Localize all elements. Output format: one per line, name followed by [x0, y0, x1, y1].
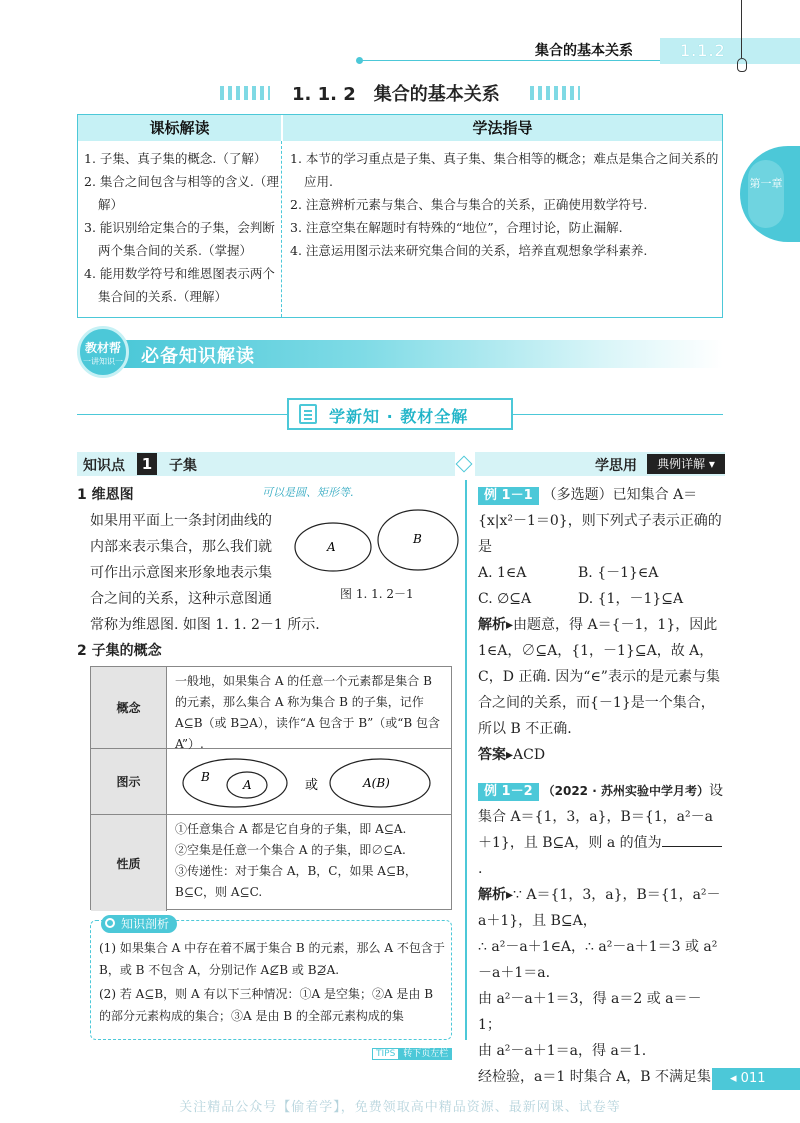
header-rule — [360, 60, 660, 61]
running-header — [360, 38, 800, 62]
list-item: 3. 能识别给定集合的子集，会判断两个集合间的关系.（掌握） — [84, 220, 275, 258]
option-c: C. ∅⊆A — [478, 591, 532, 607]
answer-text: ACD — [513, 747, 546, 763]
option-a: A. 1∈A — [478, 565, 527, 581]
analysis-line: (2) 若 A⊆B，则 A 有以下三种情况：①A 是空集；②A 是由 B 的部分元素构成的集合；③A 是由 B 的全部元素构成的集 — [99, 987, 434, 1023]
tips-marker — [372, 1046, 452, 1059]
study-header-title: 学新知 · 教材全解 — [329, 407, 469, 426]
page-number-text: 011 — [740, 1071, 766, 1086]
page-number — [712, 1068, 800, 1090]
handwritten-note: 可以是圆、矩形等. — [262, 486, 354, 499]
example-source: （2022 · 苏州实验中学月考） — [542, 784, 709, 798]
analysis-tag: 知识剖析 — [101, 915, 177, 933]
study-header — [287, 398, 513, 430]
example-tag: 例 1－2 — [478, 783, 539, 801]
solution-line: 由 a²－a＋1＝3，得 a＝2 或 a＝－1； — [478, 991, 702, 1033]
practice-header-bar — [475, 452, 725, 476]
standards-left-header: 课标解读 — [78, 115, 281, 141]
text-line: 合之间的关系，这种示意图通 — [90, 591, 272, 607]
section-title-block — [220, 80, 580, 106]
knowledge-point-bar — [77, 452, 455, 476]
solution-label: 解析 — [478, 617, 506, 633]
answer-label: 答案 — [478, 747, 506, 763]
property-values — [175, 819, 447, 903]
stripe-decoration-left — [220, 86, 270, 100]
diagram-label-ab: A(B) — [363, 776, 390, 790]
solution-label: 解析 — [478, 887, 506, 903]
property-item: ③传递性：对于集合 A，B，C，如果 A⊆B，B⊆C，则 A⊆C. — [175, 864, 417, 899]
option-d: D. {1，－1}⊆A — [578, 591, 684, 607]
option-row — [478, 586, 723, 612]
section-title: 1. 1. 2 集合的基本关系 — [292, 84, 500, 105]
knowledge-point-number: 1 — [137, 453, 157, 475]
banner-bar — [123, 340, 723, 368]
tips-continue: 转下页左栏 — [399, 1048, 452, 1060]
text-line: 如果用平面上一条封闭曲线的 — [90, 513, 272, 529]
option-row — [478, 560, 723, 586]
concept-key: 概念 — [91, 667, 167, 748]
example-1-2-stem — [478, 778, 723, 882]
footer-watermark: 关注精品公众号【偷着学】，免费领取高中精品资源、最新网课、试卷等 — [179, 1100, 621, 1115]
list-item: 4. 注意运用图示法来研究集合间的关系，培养直观想象学科素养. — [290, 243, 648, 258]
knowledge-analysis-box — [90, 917, 452, 1040]
example-stem-text: 设集合 A＝{1，3，a}，B＝{1，a²－a＋1}，且 B⊆A，则 a 的值为 — [478, 783, 723, 851]
answer — [478, 742, 723, 768]
solution — [478, 882, 723, 934]
heading-venn: 1 维恩图 — [77, 487, 134, 503]
chapter-side-tab — [740, 146, 800, 242]
badge-text: 教材帮 — [84, 341, 121, 355]
page-marker-icon: ◂ — [730, 1071, 741, 1086]
running-title: 集合的基本关系 — [535, 43, 633, 59]
diagram-label-a: A — [243, 778, 252, 792]
example-stem-text: （多选题）已知集合 A＝{x|x²－1＝0}，则下列式子表示正确的是 — [478, 487, 722, 555]
table-row — [91, 667, 451, 749]
diagram-or: 或 — [305, 778, 319, 793]
concept-table — [90, 666, 452, 910]
text-line: 内部来表示集合，那么我们就 — [90, 539, 272, 555]
stripe-decoration-right — [530, 86, 580, 100]
tips-label: TIPS — [372, 1048, 399, 1060]
example-tag: 例 1－1 — [478, 487, 539, 505]
solution-line: 由 a²－a＋1＝a，得 a＝1. — [478, 1043, 647, 1059]
banner-title: 必备知识解读 — [141, 346, 255, 367]
table-row — [91, 749, 451, 815]
right-column-rule — [465, 480, 467, 1040]
option-b: B. {－1}∈A — [578, 565, 659, 581]
solution-line: 经检验，a＝1 时集合 A，B 不满足集 — [478, 1069, 712, 1085]
example-1-1 — [478, 482, 723, 768]
list-item: 1. 本节的学习重点是子集、真子集、集合相等的概念；难点是集合之间关系的应用. — [290, 151, 719, 189]
subset-diagram — [175, 755, 445, 811]
solution-line: ∴ a²－a＋1∈A，∴ a²－a＋1＝3 或 a²－a＋1＝a. — [478, 939, 718, 981]
venn-label-b: B — [413, 532, 422, 546]
venn-paragraph — [90, 508, 320, 638]
notebook-icon — [299, 404, 317, 424]
outer-ellipse-b — [183, 759, 287, 807]
list-item: 3. 注意空集在解题时有特殊的“地位”，合理讨论，防止漏解. — [290, 220, 623, 235]
triangle-icon: ▸ — [506, 617, 514, 633]
solution-text: 由题意，得 A＝{－1，1}，因此 1∈A，∅⊆A，{1，－1}⊆A，故 A，C，D 正确. 因为“∈”表示的是元素与集合之间的关系，而{－1}是一个集合，所以 B 不正确. — [478, 617, 720, 737]
property-item: ②空集是任意一个集合 A 的子集，即∅⊆A. — [175, 843, 406, 857]
practice-label: 学思用 — [595, 458, 637, 474]
section-banner — [77, 326, 723, 378]
analysis-line: (1) 如果集合 A 中存在着不属于集合 B 的元素，那么 A 不包含于 B，或 B 不包含 A，分别记作 A⊈B 或 B⊉A. — [99, 941, 445, 977]
list-item: 2. 集合之间包含与相等的含义.（理解） — [84, 174, 279, 212]
heading-subset-concept: 2 子集的概念 — [77, 643, 162, 659]
solution — [478, 612, 723, 742]
standards-left-list — [84, 147, 280, 308]
example-1-1-stem — [478, 482, 723, 560]
standards-table — [77, 114, 723, 318]
triangle-icon: ▸ — [506, 747, 514, 763]
diagram-label-b: B — [201, 770, 210, 784]
badge-subtext: 一讲知识一 — [83, 357, 123, 366]
example-1-2 — [478, 778, 723, 1090]
venn-label-a: A — [327, 540, 336, 554]
standards-right-list — [290, 147, 720, 262]
triangle-icon: ▸ — [506, 887, 514, 903]
text-line: 常称为维恩图. 如图 1. 1. 2－1 所示. — [90, 617, 320, 633]
knowledge-point-name: 子集 — [169, 458, 197, 474]
example-detail-tag[interactable]: 典例详解 ▾ — [647, 454, 725, 474]
answer-blank[interactable] — [662, 833, 722, 847]
venn-diagram-figure — [293, 505, 463, 585]
chapter-tab-label: 第一章 — [748, 160, 784, 228]
figure-caption: 图 1. 1. 2－1 — [340, 587, 414, 601]
standards-divider — [281, 141, 282, 317]
text-line: 可作出示意图来形象地表示集 — [90, 565, 272, 581]
solution-line: ∵ A＝{1，3，a}，B＝{1，a²－a＋1}，且 B⊆A， — [478, 887, 721, 929]
badge-icon — [77, 326, 129, 378]
stem-end: . — [478, 861, 483, 877]
standards-right-header: 学法指导 — [283, 115, 722, 141]
diamond-icon — [456, 456, 473, 473]
table-row — [91, 815, 451, 911]
concept-value: 一般地，如果集合 A 的任意一个元素都是集合 B 的元素，那么集合 A 称为集合 B 的子集，记作 A⊆B（或 B⊇A），读作“A 包含于 B”（或“B 包含 A”）. — [175, 674, 441, 751]
knowledge-point-label: 知识点 — [83, 458, 125, 474]
list-item: 2. 注意辨析元素与集合、集合与集合的关系，正确使用数学符号. — [290, 197, 648, 212]
lightbulb-icon — [736, 0, 748, 78]
section-code: 1.1.2 — [660, 38, 800, 64]
list-item: 4. 能用数学符号和维恩图表示两个集合间的关系.（理解） — [84, 266, 275, 304]
diagram-key: 图示 — [91, 749, 167, 814]
property-item: ①任意集合 A 都是它自身的子集，即 A⊆A. — [175, 822, 407, 836]
list-item: 1. 子集、真子集的概念.（了解） — [84, 151, 267, 166]
property-key: 性质 — [91, 815, 167, 911]
